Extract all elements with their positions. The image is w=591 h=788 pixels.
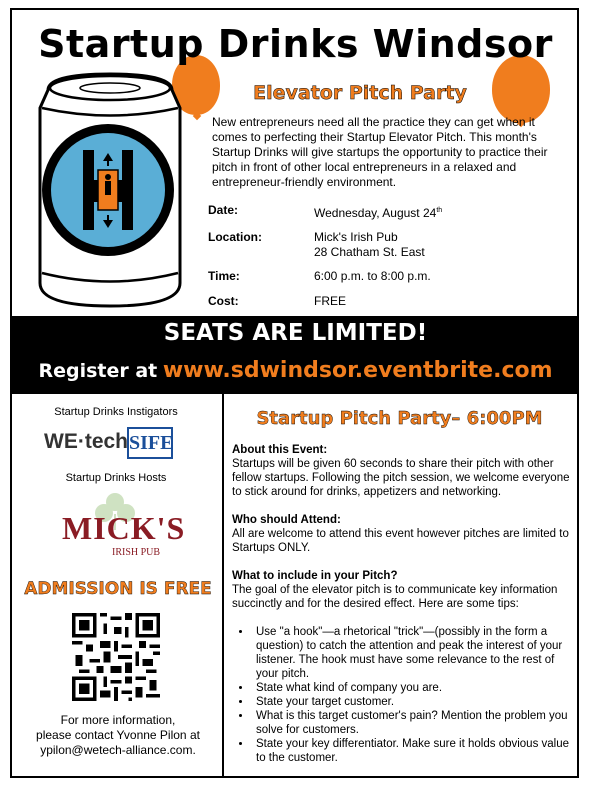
register-line: [0, 358, 591, 383]
who-title: Who should Attend:: [232, 514, 341, 526]
micks-logo: MICK'S: [62, 510, 186, 546]
register-link[interactable]: www.sdwindsor.eventbrite.com: [162, 358, 553, 383]
location-line2: 28 Chatham St. East: [314, 245, 425, 259]
contact-email[interactable]: ypilon@wetech-alliance.com.: [40, 743, 196, 757]
cost-value: FREE: [314, 294, 347, 308]
contact-line1: For more information,: [60, 713, 176, 727]
who-text: All are welcome to attend this event however pitches are limited to Startups ONLY.: [232, 528, 569, 554]
time-value: 6:00 p.m. to 8:00 p.m.: [314, 269, 431, 283]
tips-list: [232, 625, 572, 765]
cost-label: Cost:: [208, 294, 239, 308]
location-line1: Mick's Irish Pub: [314, 230, 398, 244]
wetech-logo: WE·tech: [44, 430, 128, 453]
sife-logo: SIFE: [127, 427, 173, 459]
location-value: [314, 230, 514, 260]
intro-paragraph: New entrepreneurs need all the practice they can get when it comes to perfecting their Startup Elevator Pitch. This month's Startup Drinks will give startups the opportunity to practice their pitch in front of other local entrepreneurs in a relaxed and entrepreneur-friendly environment.: [212, 115, 548, 189]
column-divider: [222, 394, 224, 778]
hosts-label: Startup Drinks Hosts: [65, 472, 167, 484]
contact-line2: please contact Yvonne Pilon at: [36, 728, 200, 742]
admission-free: ADMISSION IS FREE: [24, 579, 212, 599]
pitch-party-heading: Startup Pitch Party– 6:00PM: [256, 408, 543, 429]
about-text: Startups will be given 60 seconds to share their pitch with other fellow startups. Following the pitch session, we welcome everyone to stick around for drinks, appetizers and networking.: [232, 458, 570, 498]
about-title: About this Event:: [232, 444, 328, 456]
instigators-label: Startup Drinks Instigators: [54, 406, 178, 418]
location-label: Location:: [208, 230, 262, 244]
page-title: Startup Drinks Windsor: [38, 22, 553, 66]
event-description: [232, 443, 572, 765]
date-suffix: th: [436, 207, 443, 214]
list-item: • Use "a hook"—a rhetorical "trick"—(possibly in the form a question) to catch the attention and peak the interest of your listener. The hook must have some relevance to the rest of your pitch.: [252, 625, 572, 681]
can-illustration: [20, 68, 200, 312]
seats-limited-text: SEATS ARE LIMITED!: [163, 320, 428, 346]
list-item: • State your target customer.: [252, 695, 572, 709]
page-subtitle: Elevator Pitch Party: [253, 82, 467, 104]
what-text: The goal of the elevator pitch is to communicate key information succinctly and for the desired effect. Here are some tips:: [232, 584, 558, 610]
date-value: [314, 203, 514, 221]
micks-subtitle: IRISH PUB: [112, 547, 161, 558]
register-prefix: Register at: [38, 360, 158, 382]
date-text: Wednesday, August 24: [314, 206, 437, 220]
list-item: • What is this target customer's pain? Mention the problem you solve for customers.: [252, 709, 572, 737]
list-item: • State what kind of company you are.: [252, 681, 572, 695]
list-item: • State your key differentiator. Make sure it holds obvious value to the customer.: [252, 737, 572, 765]
what-title: What to include in your Pitch?: [232, 570, 398, 582]
date-label: Date:: [208, 203, 239, 217]
contact-info: [20, 713, 216, 758]
qr-code[interactable]: [72, 613, 160, 701]
time-label: Time:: [208, 269, 240, 283]
